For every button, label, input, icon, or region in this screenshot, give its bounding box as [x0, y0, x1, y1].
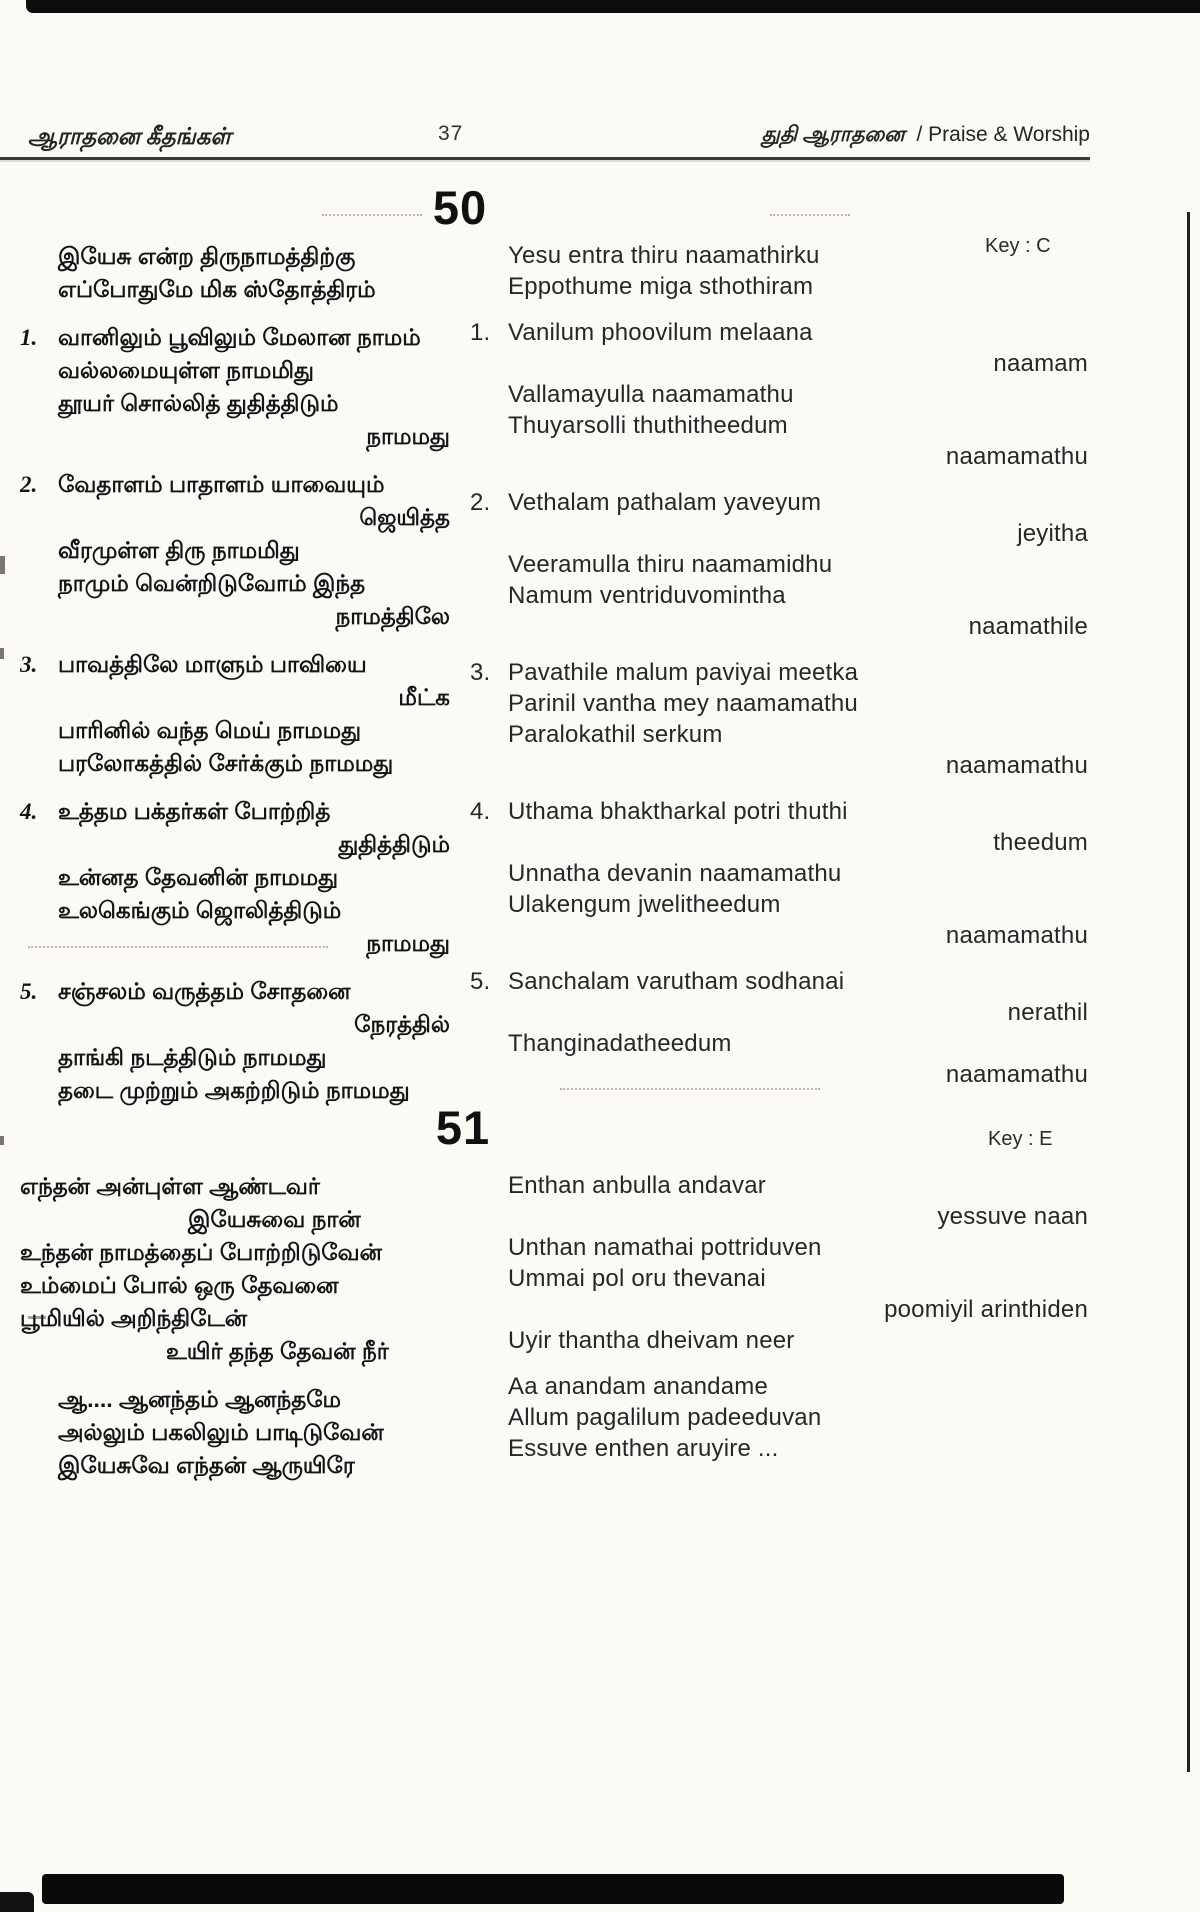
lyric-line: நேரத்தில் [354, 1011, 450, 1037]
lyric-line: பூமியில் அறிந்திடேன் [20, 1305, 248, 1331]
lyric-line: எந்தன் அன்புள்ள ஆண்டவர் [20, 1173, 320, 1199]
verse-number: 3. [470, 659, 491, 686]
lyric-line: உயிர் தந்த தேவன் நீர் [166, 1338, 389, 1364]
lyric-line: Vallamayulla naamamathu [508, 381, 794, 408]
lyric-line: பாரினில் வந்த மெய் நாமமது [58, 717, 362, 743]
lyric-line: Thuyarsolli thuthitheedum [508, 412, 788, 439]
song-51-number: 51 [435, 1101, 491, 1154]
lyric-line: உலகெங்கும் ஜொலித்திடும் [58, 897, 342, 923]
song-50-key: Key : C [985, 235, 1051, 257]
lyric-line: theedum [993, 829, 1088, 856]
lyric-line: yessuve naan [937, 1203, 1088, 1230]
lyric-line: நாமமது [366, 423, 450, 449]
lyric-line: Unnatha devanin naamamathu [508, 860, 842, 887]
lyric-line: Yesu entra thiru naamathirku [508, 242, 820, 269]
lyric-text: பாவத்திலே மாளும் பாவியை [58, 651, 367, 677]
lyric-text: Sanchalam varutham sodhanai [508, 968, 845, 995]
lyric-line: தாங்கி நடத்திடும் நாமமது [58, 1044, 327, 1070]
verse-number: 3. [20, 652, 38, 677]
song-50-tamil-column [20, 240, 450, 1107]
lyric-line: Uyir thantha dheivam neer [508, 1327, 795, 1354]
lyric-line: ஆ.... ஆனந்தம் ஆனந்தமே [58, 1386, 342, 1412]
lyric-line [20, 321, 450, 354]
lyric-line: எப்போதுமே மிக ஸ்தோத்திரம் [58, 276, 376, 302]
lyric-line: துதித்திடும் [338, 831, 450, 857]
lyric-line: நாமத்திலே [335, 603, 450, 629]
verse-number: 4. [470, 798, 491, 825]
lyric-line: பரலோகத்தில் சேர்க்கும் நாமமது [58, 750, 394, 776]
lyric-text: Uthama bhaktharkal potri thuthi [508, 798, 848, 825]
lyric-line: naamamathu [945, 443, 1088, 470]
verse-number: 1. [470, 319, 491, 346]
verse-number: 2. [20, 472, 38, 497]
lyric-line: உந்தன் நாமத்தைப் போற்றிடுவேன் [20, 1239, 382, 1265]
lyric-line [470, 657, 1088, 688]
scan-artifact [0, 1136, 4, 1145]
scan-right-edge-line [1187, 212, 1190, 1772]
lyric-line: வீரமுள்ள திரு நாமமிது [58, 537, 300, 563]
lyric-line: Veeramulla thiru naamamidhu [508, 551, 833, 578]
lyric-line: Ummai pol oru thevanai [508, 1265, 766, 1292]
lyric-line: Essuve enthen aruyire ... [508, 1435, 779, 1462]
lyric-text: வானிலும் பூவிலும் மேலான நாமம் [58, 324, 421, 350]
lyric-line: jeyitha [1017, 520, 1088, 547]
lyric-line: ஜெயித்த [359, 504, 450, 530]
song-51-key: Key : E [988, 1128, 1053, 1150]
song-50-english-column [470, 240, 1088, 1090]
header-right-title-tamil: துதி ஆராதனை [761, 122, 905, 146]
lyric-line: nerathil [1007, 999, 1088, 1026]
lyric-line: Parinil vantha mey naamamathu [508, 690, 858, 717]
lyric-line: poomiyil arinthiden [884, 1296, 1088, 1323]
lyric-line [470, 317, 1088, 348]
lyric-line: அல்லும் பகலிலும் பாடிடுவேன் [58, 1419, 384, 1445]
lyric-line: வல்லமையுள்ள நாமமிது [58, 357, 314, 383]
lyric-line: Eppothume miga sthothiram [508, 273, 814, 300]
lyric-line: மீட்க [398, 684, 450, 710]
lyric-line: Namum ventriduvomintha [508, 582, 786, 609]
lyric-line: நாமும் வென்றிடுவோம் இந்த [58, 570, 366, 596]
header-divider [0, 157, 1090, 160]
lyric-line: Thanginadatheedum [508, 1030, 732, 1057]
header-right-title-english: / Praise & Worship [916, 123, 1090, 146]
verse-number: 5. [470, 968, 491, 995]
lyric-text: Vethalam pathalam yaveyum [508, 489, 822, 516]
lyric-line [470, 966, 1088, 997]
lyric-line: Aa anandam anandame [508, 1373, 768, 1400]
lyric-line: தூயர் சொல்லித் துதித்திடும் [58, 390, 339, 416]
lyric-line: naamam [993, 350, 1088, 377]
lyric-text: உத்தம பக்தர்கள் போற்றித் [58, 798, 331, 824]
lyric-line: Allum pagalilum padeeduvan [508, 1404, 822, 1431]
lyric-line [470, 796, 1088, 827]
song-51-tamil-column [20, 1170, 450, 1482]
lyric-line: இயேசுவை நான் [188, 1206, 361, 1232]
scan-artifact [770, 214, 850, 216]
verse-number: 5. [20, 979, 38, 1004]
verse-number: 2. [470, 489, 491, 516]
scan-artifact [0, 556, 5, 574]
lyric-line [20, 975, 450, 1008]
lyric-line: உம்மைப் போல் ஒரு தேவனை [20, 1272, 339, 1298]
lyric-line: இயேசுவே எந்தன் ஆருயிரே [58, 1452, 355, 1478]
page-number: 37 [438, 122, 464, 145]
lyric-text: Vanilum phoovilum melaana [508, 319, 813, 346]
lyric-text: வேதாளம் பாதாளம் யாவையும் [58, 471, 385, 497]
lyric-line: naamamathu [945, 1061, 1088, 1088]
scan-artifact [0, 648, 4, 659]
lyric-line [470, 487, 1088, 518]
lyric-line: naamathile [968, 613, 1088, 640]
verse-number: 1. [20, 325, 38, 350]
scan-corner-artifact [0, 1892, 34, 1912]
lyric-line [20, 795, 450, 828]
song-50-number: 50 [432, 181, 488, 234]
song-51-english-column [470, 1170, 1088, 1464]
lyric-line: தடை முற்றும் அகற்றிடும் நாமமது [58, 1077, 410, 1103]
lyric-line: நாமமது [366, 930, 450, 956]
lyric-text: Pavathile malum paviyai meetka [508, 659, 859, 686]
lyric-line [20, 468, 450, 501]
lyric-line: இயேசு என்ற திருநாமத்திற்கு [58, 243, 356, 269]
verse-number: 4. [20, 799, 38, 824]
scan-top-border [26, 0, 1200, 13]
header-left-title: ஆராதனை கீதங்கள் [28, 124, 232, 149]
lyric-line: naamamathu [945, 922, 1088, 949]
scan-bottom-border [42, 1874, 1064, 1904]
lyric-line: Ulakengum jwelitheedum [508, 891, 781, 918]
lyric-line [20, 648, 450, 681]
lyric-line: Unthan namathai pottriduven [508, 1234, 822, 1261]
header-right-title [762, 122, 1090, 149]
lyric-line: Enthan anbulla andavar [508, 1172, 766, 1199]
lyric-text: சஞ்சலம் வருத்தம் சோதனை [58, 978, 351, 1004]
lyric-line: உன்னத தேவனின் நாமமது [58, 864, 339, 890]
lyric-line: naamamathu [945, 752, 1088, 779]
lyric-line: Paralokathil serkum [508, 721, 723, 748]
